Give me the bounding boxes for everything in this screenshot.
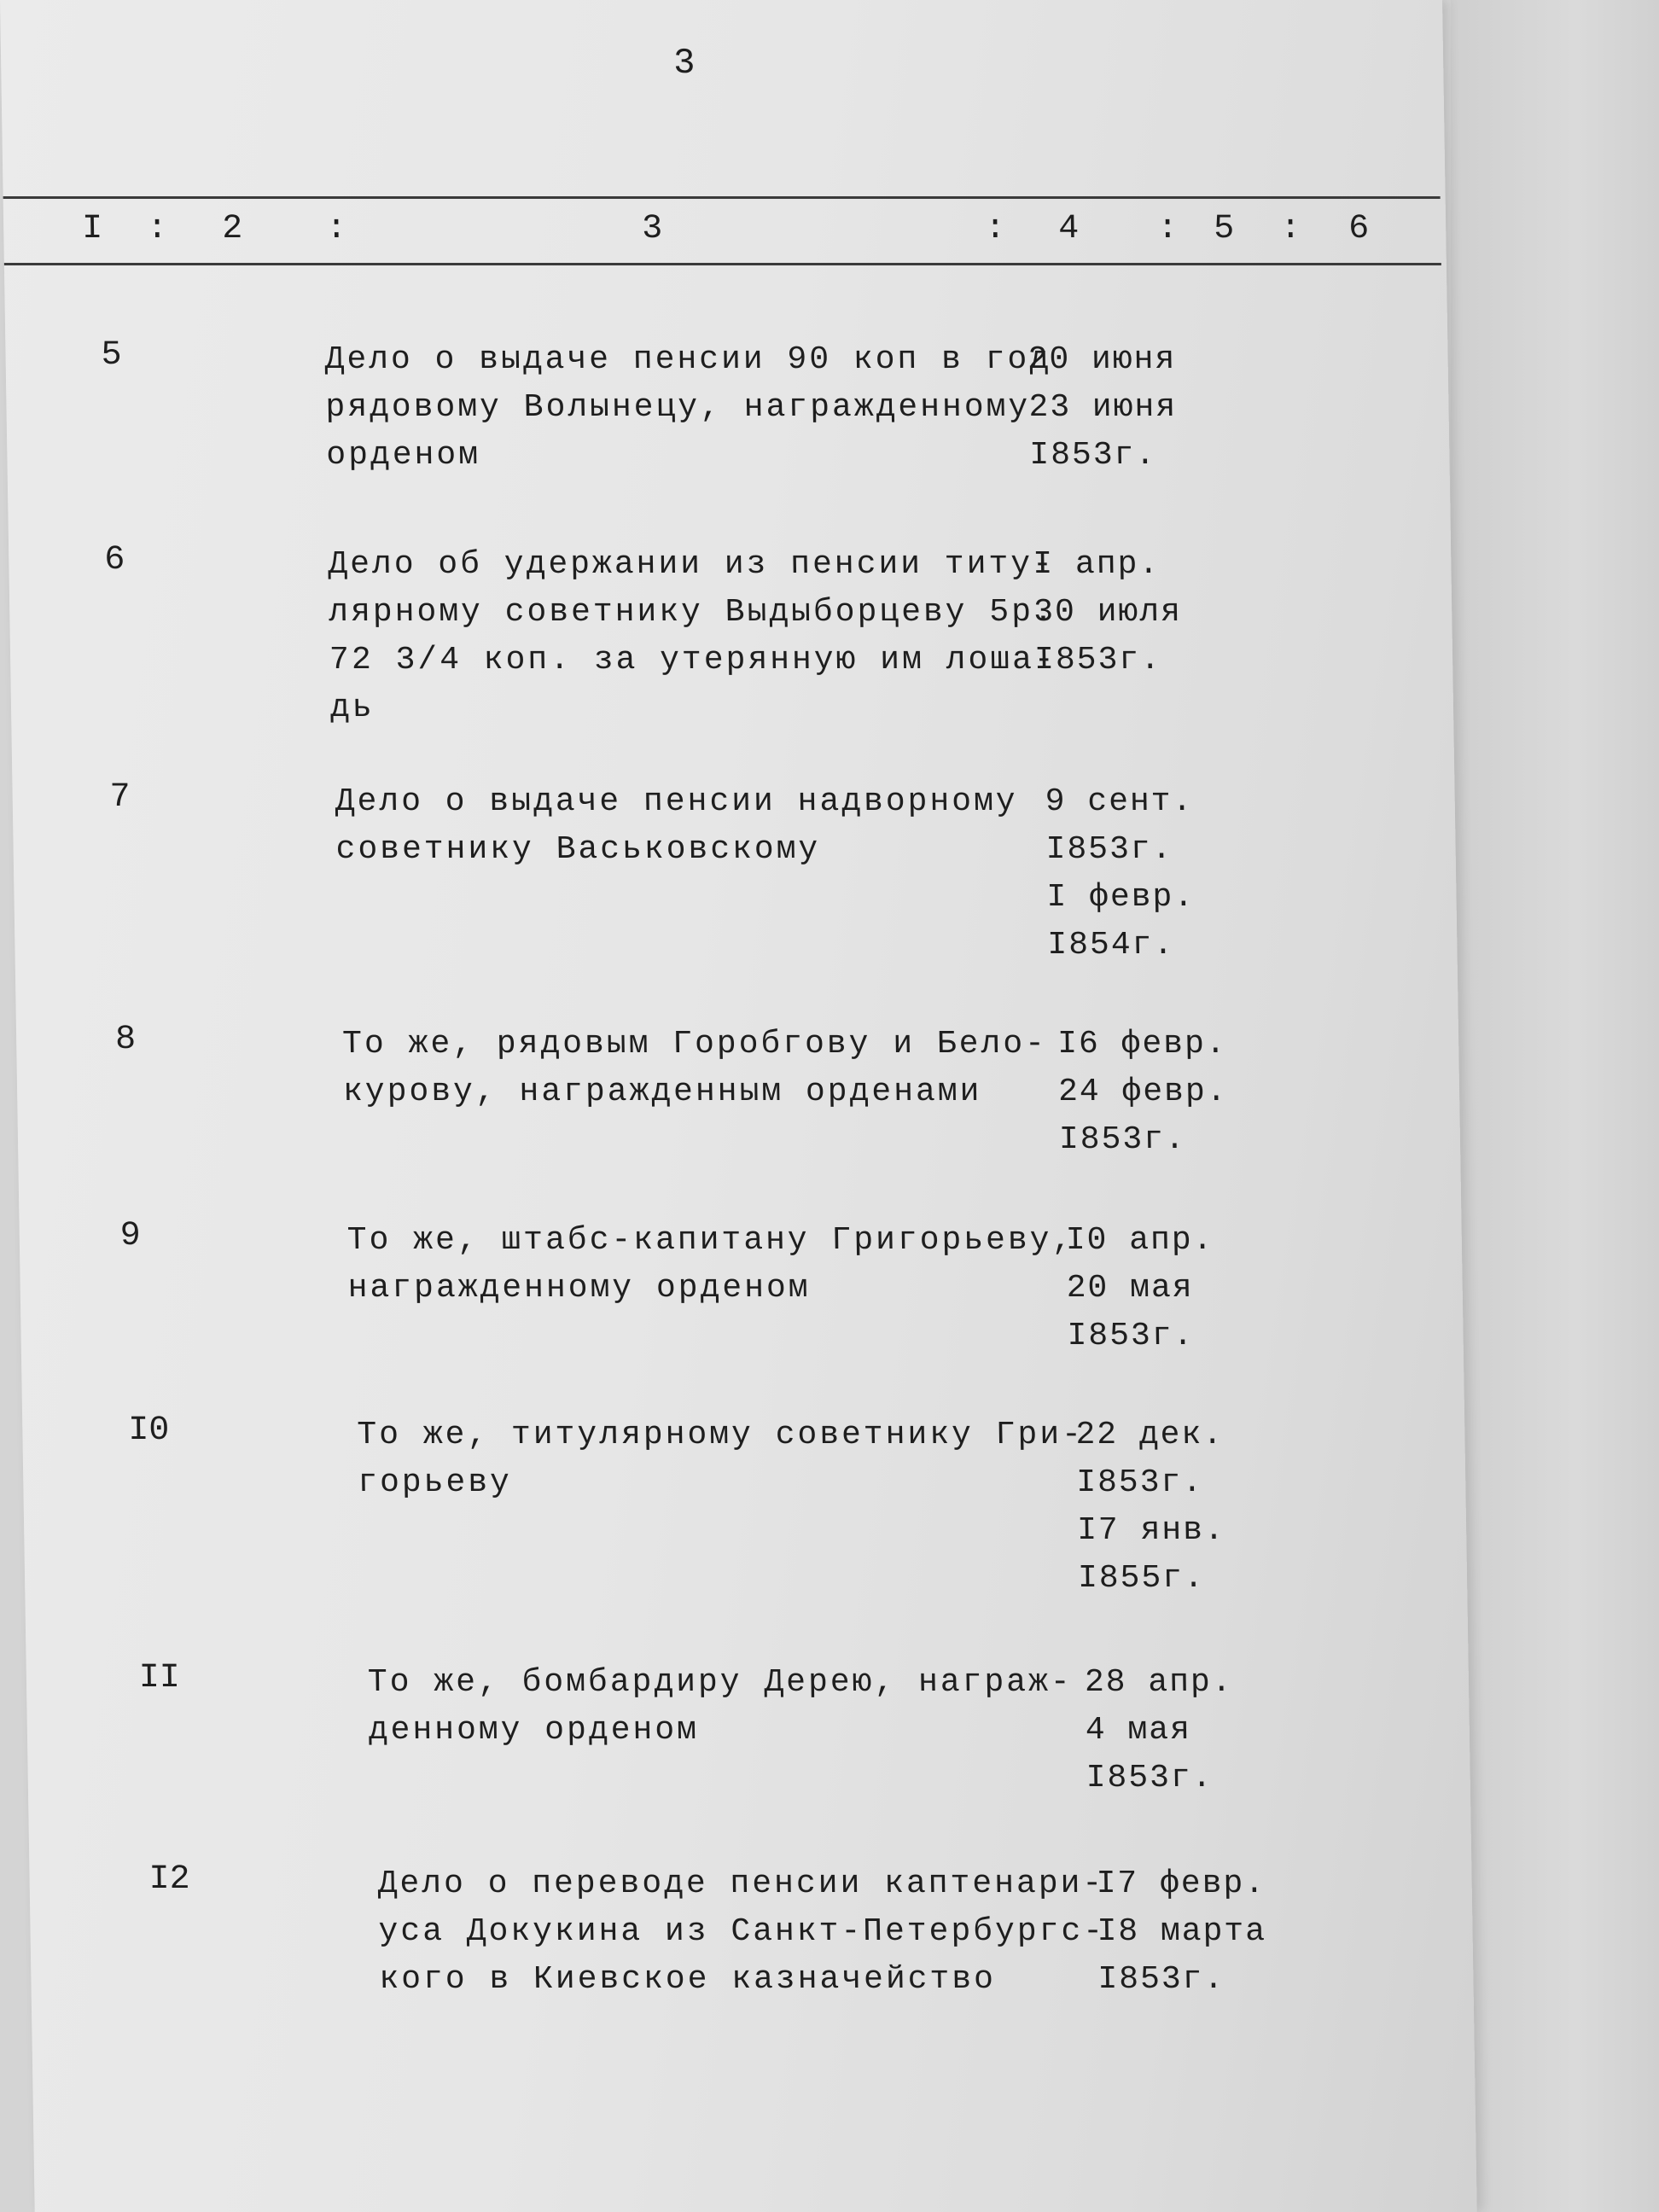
col-separator: : — [1279, 210, 1301, 248]
date-line: I853г. — [1075, 1464, 1204, 1501]
date-line: I7 янв. — [1076, 1512, 1226, 1549]
date-line: 24 февр. — [1057, 1074, 1228, 1110]
date-line: I853г. — [1045, 831, 1173, 868]
entry-dates — [1027, 336, 1178, 480]
date-line: 28 апр. — [1084, 1664, 1233, 1701]
entry-title — [377, 1860, 1106, 2004]
entry-title — [368, 1659, 1086, 1755]
title-line: уса Докукина из Санкт-Петербургс- — [378, 1913, 1106, 1950]
date-line: I853г. — [1097, 1961, 1225, 1998]
date-line: I апр. — [1033, 546, 1161, 583]
title-line: дь — [329, 690, 375, 726]
entry-title — [328, 541, 1057, 732]
title-line: курову, награжденным орденами — [342, 1074, 982, 1110]
date-line: I6 февр. — [1057, 1026, 1227, 1062]
entry-dates — [1096, 1860, 1267, 2004]
date-line: I февр. — [1046, 879, 1196, 916]
entry-dates — [1033, 541, 1183, 684]
title-line: То же, рядовым Горобгову и Бело- — [341, 1026, 1048, 1062]
col-header-5: 5 — [1213, 210, 1235, 248]
title-line: То же, титулярному советнику Гри- — [357, 1417, 1085, 1453]
title-line: советнику Васьковскому — [335, 831, 821, 868]
col-header-6: 6 — [1348, 210, 1370, 248]
date-line: I8 марта — [1097, 1913, 1267, 1950]
title-line: награжденному орденом — [347, 1270, 811, 1307]
title-line: Дело о переводе пенсии каптенари- — [377, 1866, 1105, 1902]
col-separator: : — [984, 210, 1006, 248]
entry-number: 8 — [114, 1021, 137, 1059]
entry-number: 9 — [119, 1217, 142, 1255]
date-line: 4 мая — [1085, 1712, 1192, 1749]
col-header-4: 4 — [1057, 210, 1080, 248]
date-line: I853г. — [1086, 1760, 1214, 1796]
entry-dates — [1065, 1217, 1215, 1360]
date-line: 23 июня — [1028, 389, 1178, 426]
title-line: денному орденом — [368, 1712, 700, 1749]
entry-number: I0 — [127, 1412, 170, 1450]
entry-title — [335, 778, 1053, 874]
col-header-2: 2 — [221, 210, 243, 248]
col-header-3: 3 — [641, 210, 663, 248]
col-separator: : — [325, 210, 347, 248]
col-separator: : — [146, 210, 168, 248]
title-line: То же, бомбардиру Дерею, награж- — [367, 1664, 1074, 1701]
date-line: 22 дек. — [1075, 1417, 1225, 1453]
date-line: I7 февр. — [1096, 1866, 1266, 1902]
date-line: I855г. — [1077, 1560, 1206, 1597]
entry-title — [342, 1021, 1061, 1116]
title-line: 72 3/4 коп. за утерянную им лоша- — [329, 642, 1057, 678]
entry-title — [324, 336, 1052, 480]
date-line: I853г. — [1033, 642, 1162, 678]
col-header-1: I — [81, 210, 103, 248]
entry-dates — [1075, 1412, 1226, 1603]
entry-dates — [1085, 1659, 1235, 1802]
page-number: 3 — [672, 43, 696, 84]
background-surface — [1451, 0, 1659, 2212]
date-line: I853г. — [1067, 1318, 1195, 1354]
entry-title — [357, 1412, 1085, 1507]
entry-number: I2 — [148, 1860, 190, 1899]
date-line: 9 сент. — [1045, 783, 1194, 820]
title-line: орденом — [326, 437, 481, 474]
date-line: 20 июня — [1027, 341, 1177, 378]
date-line: I853г. — [1029, 437, 1157, 474]
title-line: рядовому Волынецу, награжденному — [325, 389, 1031, 426]
header-rule-top — [3, 196, 1441, 199]
entry-dates — [1057, 1021, 1229, 1164]
entry-dates — [1045, 778, 1196, 969]
title-line: То же, штабс-капитану Григорьеву, — [346, 1222, 1074, 1259]
entry-number: 6 — [103, 541, 125, 579]
header-rule-bottom — [4, 263, 1441, 265]
date-line: I0 апр. — [1065, 1222, 1214, 1259]
date-line: I853г. — [1058, 1121, 1187, 1158]
date-line: I854г. — [1047, 927, 1175, 963]
entry-number: 5 — [101, 336, 122, 375]
title-line: Дело об удержании из пенсии титу- — [328, 546, 1056, 583]
date-line: 30 июля — [1033, 594, 1183, 631]
col-separator: : — [1156, 210, 1179, 248]
entry-title — [346, 1217, 1074, 1313]
title-line: лярному советнику Выдыборцеву 5р. — [328, 594, 1057, 631]
title-line: кого в Киевское казначейство — [379, 1961, 997, 1998]
date-line: 20 мая — [1066, 1270, 1194, 1307]
entry-number: 7 — [109, 778, 131, 817]
title-line: горьеву — [357, 1464, 513, 1501]
title-line: Дело о выдаче пенсии 90 коп в год — [324, 341, 1052, 378]
entry-number: II — [138, 1659, 181, 1697]
title-line: Дело о выдаче пенсии надворному — [335, 783, 1019, 820]
